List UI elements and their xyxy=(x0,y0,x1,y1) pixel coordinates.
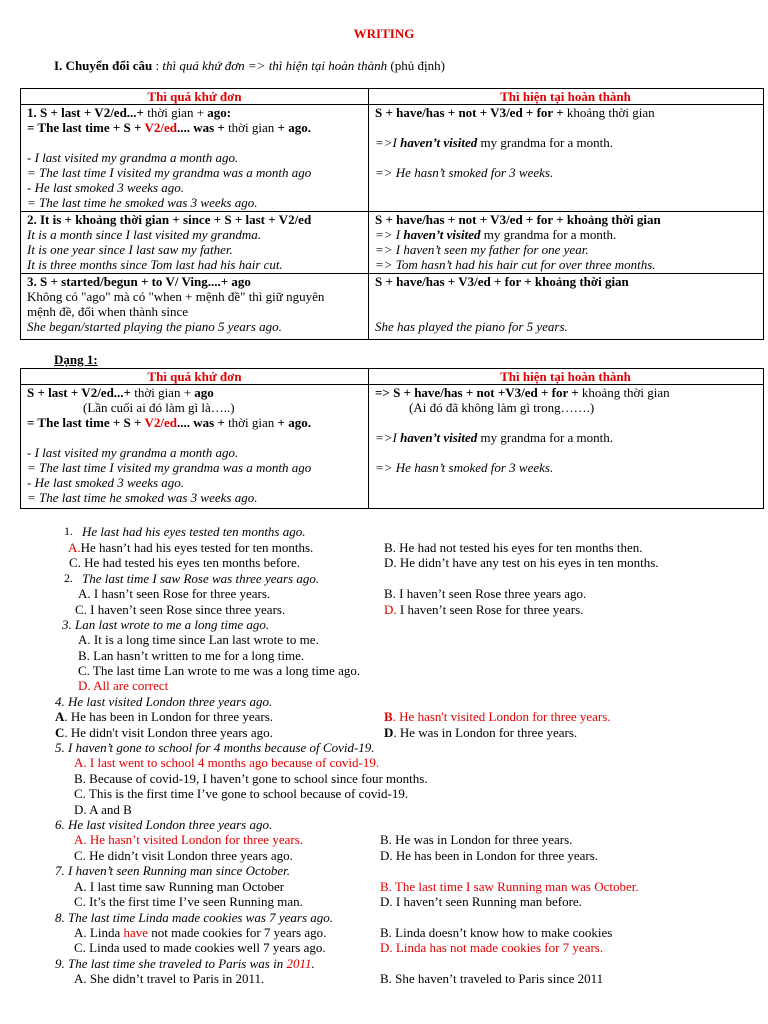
col-header-past-simple: Thì quá khứ đơn xyxy=(147,89,242,104)
example: - I last visited my grandma a month ago. xyxy=(27,150,239,165)
form-ago: ago xyxy=(194,385,214,400)
option-b: B. He was in London for three years. xyxy=(380,832,573,847)
option-c: C. I haven’t seen Rose since three years. xyxy=(75,602,286,617)
example: => I haven’t seen my father for one year. xyxy=(375,242,589,257)
form-title: S + last + V2/ed...+ xyxy=(27,385,131,400)
example: = The last time I visited my grandma was a month ago xyxy=(27,460,312,475)
option-text: . He was in London for three years. xyxy=(393,725,578,740)
formula-part: = The last time + S + xyxy=(27,120,145,135)
question-stem: 4. He last visited London three years ago. xyxy=(55,694,273,709)
option-d: D. A and B xyxy=(74,802,132,817)
table-row xyxy=(21,104,763,212)
rule-3-result: S + have/has + V3/ed + for + khoảng thời gian xyxy=(375,274,629,289)
form-meaning: (Lần cuối ai đó làm gì là…..) xyxy=(83,400,235,415)
stem-year: 2011 xyxy=(286,956,312,971)
example: my grandma for a month. xyxy=(480,227,617,242)
rule-2-result: S + have/has + not + V3/ed + for + khoảng thời gian xyxy=(375,212,661,227)
conversion-table xyxy=(20,88,764,340)
question-stem: 5. I haven’t gone to school for 4 months because of Covid-19. xyxy=(55,740,375,755)
page-title: WRITING xyxy=(353,26,415,41)
option-error-word: have xyxy=(123,925,149,940)
option-c: C. He had tested his eyes ten months before. xyxy=(69,555,301,570)
question-stem xyxy=(55,956,315,971)
stem-text: 9. The last time she traveled to Paris was in xyxy=(55,956,287,971)
option-a: A. She didn’t travel to Paris in 2011. xyxy=(74,971,265,986)
example-verb: haven’t visited xyxy=(400,430,478,445)
rule-3-note: Không có "ago" mà có "when + mệnh đề" thì giữ nguyên xyxy=(27,289,325,304)
option-b: B. Linda doesn’t know how to make cookies xyxy=(380,925,613,940)
example-verb: haven’t visited xyxy=(400,135,478,150)
option-b: B. I haven’t seen Rose three years ago. xyxy=(384,586,587,601)
option-d: D. He didn’t have any test on his eyes in ten months. xyxy=(384,555,659,570)
option-letter: B xyxy=(384,709,393,724)
option-text: I haven’t seen Rose for three years. xyxy=(396,602,584,617)
form-meaning: (Ai đó đã không làm gì trong…….) xyxy=(409,400,595,415)
option-text: He hasn’t had his eyes tested for ten months. xyxy=(80,540,314,555)
example: It is three months since Tom last had his hair cut. xyxy=(27,257,283,272)
option-d: D. I haven’t seen Running man before. xyxy=(380,894,582,909)
formula-part: = The last time + S + xyxy=(27,415,145,430)
option-text: not made cookies for 7 years ago. xyxy=(148,925,327,940)
option-b: B. The last time I saw Running man was October. xyxy=(380,879,639,894)
option-c: C. Linda used to made cookies well 7 years ago. xyxy=(74,940,326,955)
table-row xyxy=(21,211,763,274)
example: my grandma for a month. xyxy=(477,430,614,445)
formula-verb: V2/ed xyxy=(144,120,177,135)
option-a: A. I last time saw Running man October xyxy=(74,879,285,894)
col-header-past-simple: Thì quá khứ đơn xyxy=(147,369,242,384)
option-d: D. He has been in London for three years. xyxy=(380,848,599,863)
formula-part: thời gian xyxy=(228,120,275,135)
example: => He hasn’t smoked for 3 weeks. xyxy=(375,165,554,180)
exercise-type-heading: Dạng 1: xyxy=(54,352,98,367)
example: = The last time I visited my grandma was a month ago xyxy=(27,165,312,180)
option-c: C. The last time Lan wrote to me was a long time ago. xyxy=(78,663,361,678)
question-stem: 3. Lan last wrote to me a long time ago. xyxy=(62,617,270,632)
form-result: => S + have/has + not +V3/ed + for + xyxy=(375,385,582,400)
option-text: . He didn't visit London three years ago. xyxy=(64,725,273,740)
option-d: D. All are correct xyxy=(78,678,169,693)
formula-part: + ago. xyxy=(274,415,311,430)
formula-part: + ago. xyxy=(274,120,311,135)
rule-1-result-time: khoảng thời gian xyxy=(566,105,655,120)
question-stem: 8. The last time Linda made cookies was 7 years ago. xyxy=(55,910,334,925)
option-a xyxy=(74,925,326,940)
option-c xyxy=(55,725,273,740)
option-text: A. Linda xyxy=(74,925,124,940)
option-d xyxy=(384,725,577,740)
option-b: B. He had not tested his eyes for ten months then. xyxy=(384,540,643,555)
example: => Tom hasn’t had his hair cut for over three months. xyxy=(375,257,656,272)
rule-1-formula xyxy=(27,120,311,135)
example: - He last smoked 3 weeks ago. xyxy=(27,475,185,490)
example: => I xyxy=(375,227,404,242)
option-letter: A xyxy=(55,709,65,724)
form-result-time: khoảng thời gian xyxy=(581,385,670,400)
option-text: . He has been in London for three years. xyxy=(64,709,274,724)
option-letter: D xyxy=(384,725,394,740)
rule-2-title: 2. It is + khoảng thời gian + since + S + last + V2/ed xyxy=(27,212,312,227)
rule-1-ago: ago: xyxy=(207,105,232,120)
col-header-present-perfect: Thì hiện tại hoàn thành xyxy=(500,89,631,104)
question-stem: 6. He last visited London three years ago. xyxy=(55,817,273,832)
option-a xyxy=(68,540,313,555)
rule-3-note: mệnh đề, đổi when thành since xyxy=(27,304,189,319)
section-heading-italic: thì quá khứ đơn => thì hiện tại hoàn thành xyxy=(162,58,388,73)
example: She has played the piano for 5 years. xyxy=(375,319,568,334)
option-c: C. It’s the first time I’ve seen Running man. xyxy=(74,894,303,909)
option-b xyxy=(384,709,611,724)
rule-1-result: S + have/has + not + V3/ed + for + xyxy=(375,105,567,120)
formula-verb: V2/ed xyxy=(144,415,177,430)
rule-3-title: 3. S + started/begun + to V/ Ving....+ ago xyxy=(27,274,251,289)
option-letter: D. xyxy=(384,602,397,617)
form-time: thời gian + xyxy=(130,385,195,400)
option-b: B. She haven’t traveled to Paris since 2011 xyxy=(380,971,604,986)
option-c: C. He didn’t visit London three years ago. xyxy=(74,848,293,863)
example: She began/started playing the piano 5 years ago. xyxy=(27,319,282,334)
formula-part: .... was + xyxy=(176,415,229,430)
question-number: 1. xyxy=(64,524,73,538)
question-stem: The last time I saw Rose was three years ago. xyxy=(82,571,320,586)
col-header-present-perfect: Thì hiện tại hoàn thành xyxy=(500,369,631,384)
example: It is a month since I last visited my grandma. xyxy=(27,227,261,242)
formula-part: thời gian xyxy=(228,415,275,430)
section-heading-bold: I. Chuyển đổi câu xyxy=(54,58,153,73)
example: It is one year since I last saw my father. xyxy=(27,242,233,257)
option-d: D. Linda has not made cookies for 7 years. xyxy=(380,940,604,955)
option-a: A. I last went to school 4 months ago because of covid-19. xyxy=(74,755,380,770)
stem-text: . xyxy=(311,956,315,971)
formula-part: .... was + xyxy=(176,120,229,135)
example: = The last time he smoked was 3 weeks ago. xyxy=(27,195,258,210)
option-a: A. I hasn’t seen Rose for three years. xyxy=(78,586,271,601)
section-heading xyxy=(54,58,445,73)
example: = The last time he smoked was 3 weeks ago. xyxy=(27,490,258,505)
form-table xyxy=(20,368,764,509)
example: - I last visited my grandma a month ago. xyxy=(27,445,239,460)
rule-1-time: thời gian + xyxy=(143,105,208,120)
question-stem: 7. I haven’t seen Running man since October. xyxy=(55,863,291,878)
example: my grandma for a month. xyxy=(477,135,614,150)
example-verb: haven’t visited xyxy=(403,227,481,242)
option-b: B. Lan hasn’t written to me for a long time. xyxy=(78,648,305,663)
rule-1-title: 1. S + last + V2/ed...+ xyxy=(27,105,144,120)
option-letter: A. xyxy=(68,540,81,555)
example: =>I xyxy=(375,430,401,445)
question-number: 2. xyxy=(64,571,73,585)
question-stem: He last had his eyes tested ten months ago. xyxy=(82,524,306,539)
example: - He last smoked 3 weeks ago. xyxy=(27,180,185,195)
option-text: . He hasn't visited London for three years. xyxy=(392,709,611,724)
option-a xyxy=(55,709,273,724)
section-heading-tail: (phủ định) xyxy=(387,58,445,73)
example: =>I xyxy=(375,135,401,150)
section-heading-sep: : xyxy=(152,58,163,73)
option-b: B. Because of covid-19, I haven’t gone to school since four months. xyxy=(74,771,428,786)
table-row xyxy=(21,273,763,339)
option-a: A. It is a long time since Lan last wrote to me. xyxy=(78,632,319,647)
table-row xyxy=(21,384,763,508)
option-d xyxy=(384,602,583,617)
option-c: C. This is the first time I’ve gone to school because of covid-19. xyxy=(74,786,409,801)
option-letter: C xyxy=(55,725,65,740)
option-a: A. He hasn’t visited London for three years. xyxy=(74,832,304,847)
example: => He hasn’t smoked for 3 weeks. xyxy=(375,460,554,475)
